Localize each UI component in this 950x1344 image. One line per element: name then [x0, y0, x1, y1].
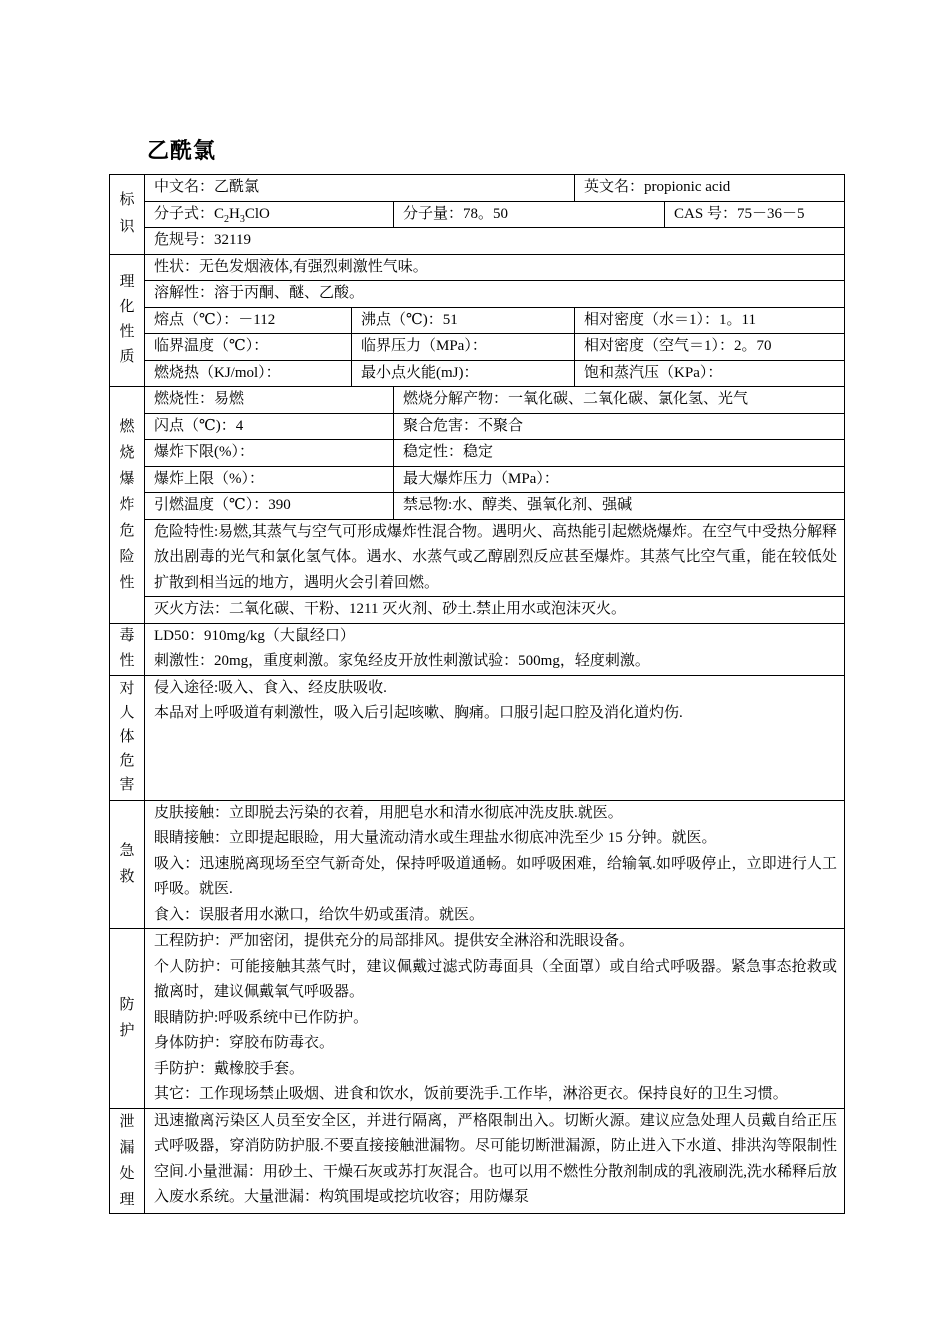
toxicity-content	[145, 623, 845, 675]
fire-row-7	[110, 597, 845, 624]
eye-protection: 眼睛防护:呼吸系统中已作防护。	[154, 1009, 369, 1026]
flash-point: 闪点（℃)：4	[145, 413, 394, 440]
physchem-row-1	[110, 254, 845, 281]
physchem-row-4	[110, 334, 845, 361]
min-ignition-energy: 最小点火能(mJ)：	[352, 360, 575, 387]
solubility: 溶解性：溶于丙酮、醚、乙酸。	[145, 281, 845, 308]
msds-table	[109, 174, 845, 1214]
leak-row	[110, 1108, 845, 1214]
protection-row	[110, 929, 845, 1109]
body-protection: 身体防护：穿胶布防毒衣。	[154, 1035, 335, 1051]
hazard-characteristics: 危险特性:易燃,其蒸气与空气可形成爆炸性混合物。遇明火、高热能引起燃烧爆炸。在空气中受热分解释放出剧毒的光气和氯化氢气体。遇水、水蒸气或乙醇剧烈反应甚至爆炸。其蒸气比空气重，能在较低处扩散到相当远的地方，遇明火会引着回燃。	[145, 519, 845, 597]
cas-number: CAS 号：75－36－5	[665, 201, 845, 228]
hand-protection: 手防护：戴橡胶手套。	[154, 1060, 305, 1077]
first-aid-eye: 眼睛接触：立即提起眼睑，用大量流动清水或生理盐水彻底冲洗至少 15 分钟。就医。	[154, 830, 717, 846]
exposure-route: 侵入途径:吸入、食入、经皮肤吸收.	[154, 679, 387, 696]
identification-row-3	[110, 228, 845, 255]
protection-content	[145, 929, 845, 1109]
fire-row-2	[110, 413, 845, 440]
polymerization-hazard: 聚合危害：不聚合	[394, 413, 845, 440]
section-identification: 标识	[110, 175, 145, 255]
engineering-protection: 工程防护：严加密闭，提供充分的局部排风。提供安全淋浴和洗眼设备。	[154, 933, 635, 949]
identification-row-2	[110, 201, 845, 228]
incompatible-materials: 禁忌物:水、醇类、强氧化剂、强碱	[394, 493, 845, 520]
physchem-row-3	[110, 307, 845, 334]
ld50: LD50：910mg/kg（大鼠经口）	[154, 627, 355, 644]
physchem-row-5	[110, 360, 845, 387]
toxicity-row	[110, 623, 845, 675]
health-effects: 本品对上呼吸道有刺激性，吸入后引起咳嗽、胸痛。口服引起口腔及消化道灼伤.	[154, 705, 683, 721]
appearance: 性状：无色发烟液体,有强烈刺激性气味。	[145, 254, 845, 281]
flammability: 燃烧性：易燃	[145, 387, 394, 414]
section-first-aid: 急救	[110, 800, 145, 929]
section-physchem: 理化性质	[110, 254, 145, 387]
section-fire-explosion: 燃烧爆炸危险性	[110, 387, 145, 624]
section-leak-handling: 泄漏处理	[110, 1108, 145, 1214]
english-name: 英文名：propionic acid	[575, 175, 845, 202]
molecular-weight: 分子量：78。50	[394, 201, 665, 228]
saturated-vapor-pressure: 饱和蒸汽压（KPa）：	[575, 360, 845, 387]
autoignition-temperature: 引燃温度（℃）：390	[145, 493, 394, 520]
first-aid-content	[145, 800, 845, 929]
upper-explosion-limit: 爆炸上限（%）：	[145, 466, 394, 493]
critical-temperature: 临界温度（℃）：	[145, 334, 352, 361]
stability: 稳定性：稳定	[394, 440, 845, 467]
molecular-formula: 分子式：$C_2H_3ClO$	[145, 201, 394, 228]
max-explosion-pressure: 最大爆炸压力（MPa）：	[394, 466, 845, 493]
fire-row-1	[110, 387, 845, 414]
first-aid-ingestion: 食入：误服者用水漱口，给饮牛奶或蛋清。就医。	[154, 906, 485, 923]
irritation: 刺激性：20mg，重度刺激。家兔经皮开放性刺激试验：500mg，轻度刺激。	[154, 653, 650, 669]
first-aid-inhalation: 吸入：迅速脱离现场至空气新奇处，保持呼吸道通畅。如呼吸困难，给输氧.如呼吸停止，立即进行人工呼吸。就医.	[154, 855, 838, 897]
leak-handling-content: 迅速撤离污染区人员至安全区，并进行隔离，严格限制出入。切断火源。建议应急处理人员戴自给正压式呼吸器，穿消防防护服.不要直接接触泄漏物。尽可能切断泄漏源，防止进入下水道、排洪沟等限制性空间.小量泄漏：用砂土、干燥石灰或苏打灰混合。也可以用不燃性分散剂制成的乳液刷洗,洗水稀释后放入废水系统。大量泄漏：构筑围堤或挖坑收容；用防爆泵	[145, 1108, 845, 1214]
fire-row-4	[110, 466, 845, 493]
chinese-name: 中文名：乙酰氯	[145, 175, 575, 202]
other-protection: 其它：工作现场禁止吸烟、进食和饮水，饭前要洗手.工作毕，淋浴更衣。保持良好的卫生习惯。	[154, 1086, 788, 1102]
first-aid-skin: 皮肤接触：立即脱去污染的衣着，用肥皂水和清水彻底冲洗皮肤.就医。	[154, 804, 623, 821]
lower-explosion-limit: 爆炸下限(%）：	[145, 440, 394, 467]
critical-pressure: 临界压力（MPa）：	[352, 334, 575, 361]
hazard-number: 危规号：32119	[145, 228, 845, 255]
boiling-point: 沸点（℃)：51	[352, 307, 575, 334]
document-title: 乙酰氯	[147, 139, 217, 164]
fire-row-6	[110, 519, 845, 597]
section-health-hazard: 对人体危害	[110, 675, 145, 800]
fire-row-5	[110, 493, 845, 520]
section-toxicity: 毒性	[110, 623, 145, 675]
melting-point: 熔点（℃）：－112	[145, 307, 352, 334]
personal-protection: 个人防护：可能接触其蒸气时，建议佩戴过滤式防毒面具（全面罩）或自给式呼吸器。紧急事态抢救或撤离时，建议佩戴氧气呼吸器。	[154, 958, 838, 1000]
first-aid-row	[110, 800, 845, 929]
physchem-row-2	[110, 281, 845, 308]
decomposition-products: 燃烧分解产物：一氧化碳、二氧化碳、氯化氢、光气	[394, 387, 845, 414]
health-content	[145, 675, 845, 800]
health-row	[110, 675, 845, 800]
combustion-heat: 燃烧热（KJ/mol）：	[145, 360, 352, 387]
identification-row-1	[110, 175, 845, 202]
fire-row-3	[110, 440, 845, 467]
relative-density-water: 相对密度（水＝1）：1。11	[575, 307, 845, 334]
section-protection: 防护	[110, 929, 145, 1109]
extinguishing-method: 灭火方法：二氧化碳、干粉、1211 灭火剂、砂土.禁止用水或泡沫灭火。	[145, 597, 845, 624]
relative-density-air: 相对密度（空气＝1）：2。70	[575, 334, 845, 361]
